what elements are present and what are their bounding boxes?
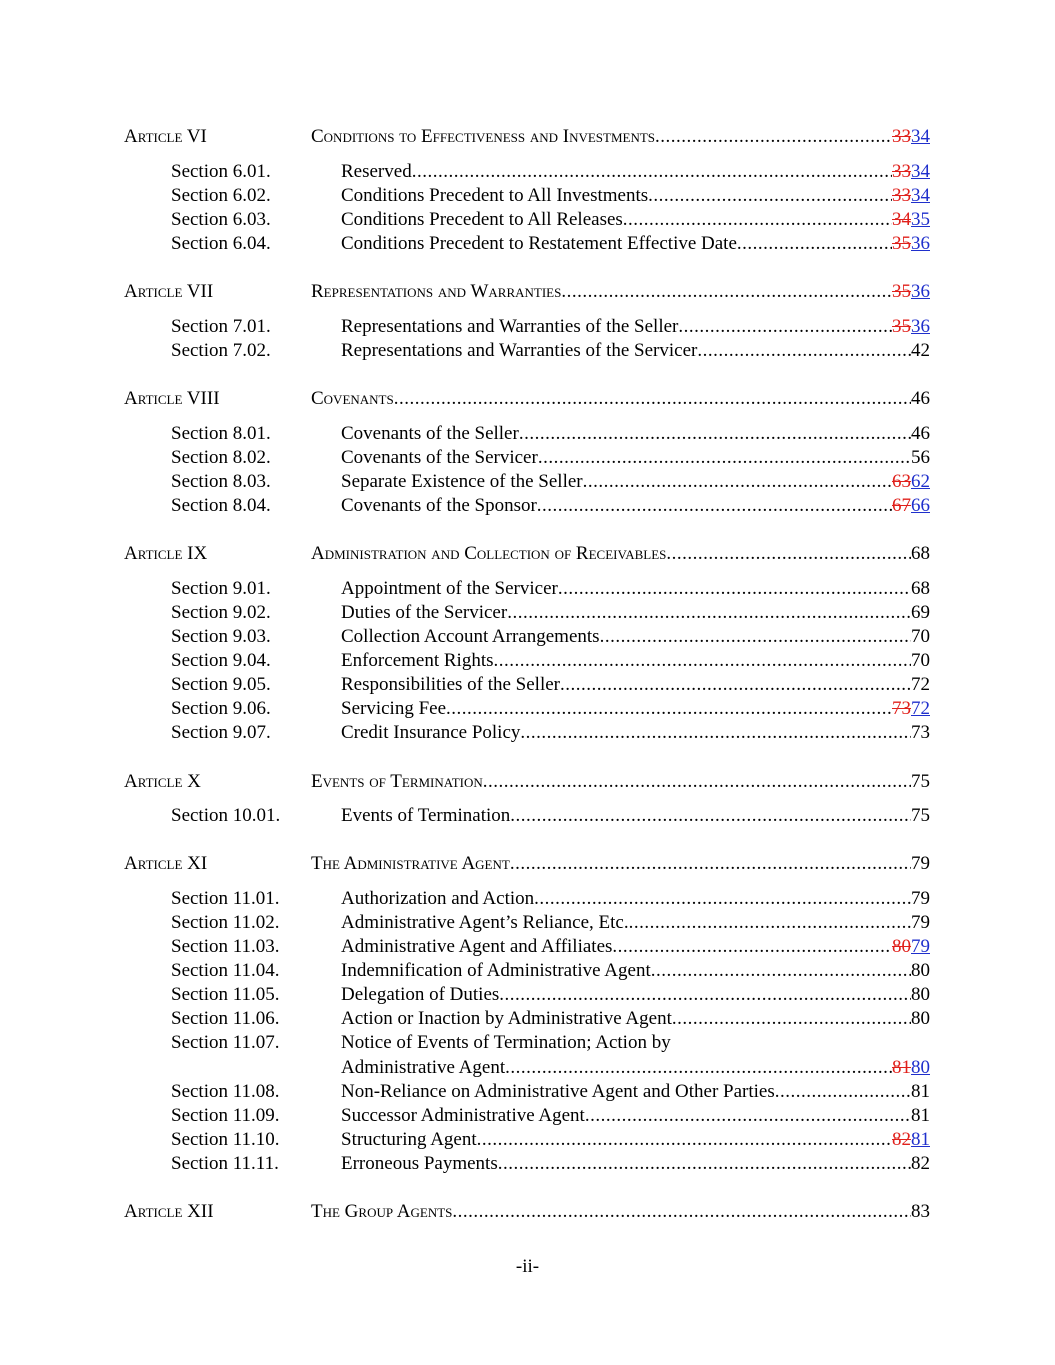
section-row[interactable] <box>0 1128 1055 1152</box>
dot-leader <box>520 721 911 745</box>
toc-entry <box>341 315 930 339</box>
deleted-page-number: 35 <box>892 232 911 254</box>
page-number <box>892 160 930 184</box>
page-number <box>911 673 930 697</box>
page-number-value: 42 <box>911 339 930 361</box>
section-label: Section 11.06. <box>171 1008 280 1030</box>
section-label: Section 11.01. <box>171 887 280 909</box>
section-title: Indemnification of Administrative Agent <box>341 960 651 982</box>
toc-entry <box>341 470 930 494</box>
section-title: Structuring Agent <box>341 1128 477 1150</box>
section-title: Authorization and Action <box>341 887 535 909</box>
article-label: Article XI <box>124 853 208 875</box>
section-row[interactable] <box>0 470 1055 494</box>
page-number-value: 73 <box>911 722 930 744</box>
page-number <box>911 577 930 601</box>
inserted-page-number-link[interactable]: 72 <box>911 698 930 720</box>
section-label: Section 11.09. <box>171 1104 280 1126</box>
dot-leader <box>775 1080 911 1104</box>
dot-leader <box>737 232 892 256</box>
dot-leader <box>655 125 892 149</box>
dot-leader <box>612 935 892 959</box>
section-label: Section 8.02. <box>171 446 271 468</box>
section-label: Section 8.04. <box>171 494 271 516</box>
section-title: Reserved <box>341 160 412 182</box>
toc-entry <box>341 1031 930 1055</box>
page-number-value: 80 <box>911 1008 930 1030</box>
section-row[interactable] <box>0 649 1055 673</box>
section-label: Section 6.01. <box>171 160 271 182</box>
toc-entry <box>341 494 930 518</box>
dot-leader <box>538 446 911 470</box>
section-title: Covenants of the Seller <box>341 422 519 444</box>
page-number-value: 80 <box>911 984 930 1006</box>
section-label: Section 11.07. <box>171 1032 280 1054</box>
section-label: Section 11.02. <box>171 911 280 933</box>
toc-entry <box>341 232 930 256</box>
section-label: Section 11.05. <box>171 984 280 1006</box>
toc-entry <box>341 721 930 745</box>
article-row[interactable] <box>0 387 1055 411</box>
inserted-page-number-link[interactable]: 80 <box>911 1056 930 1078</box>
section-row[interactable] <box>0 697 1055 721</box>
article-row[interactable] <box>0 770 1055 794</box>
article-label: Article IX <box>124 543 208 565</box>
page-number <box>911 911 930 935</box>
section-row[interactable] <box>0 601 1055 625</box>
inserted-page-number-link[interactable]: 62 <box>911 470 930 492</box>
dot-leader <box>537 494 892 518</box>
page-number <box>911 1080 930 1104</box>
toc-entry <box>341 959 930 983</box>
dot-leader <box>510 852 911 876</box>
section-row[interactable] <box>0 625 1055 649</box>
toc-entry <box>311 542 930 566</box>
toc-entry <box>341 625 930 649</box>
section-row[interactable] <box>0 184 1055 208</box>
toc-entry <box>311 1200 930 1224</box>
toc-entry <box>341 1152 930 1176</box>
deleted-page-number: 33 <box>892 160 911 182</box>
dot-leader <box>505 1056 892 1080</box>
section-label: Section 11.04. <box>171 960 280 982</box>
toc-entry <box>341 697 930 721</box>
page-number <box>892 125 930 149</box>
dot-leader <box>648 184 892 208</box>
dot-leader <box>510 804 911 828</box>
deleted-page-number: 80 <box>892 936 911 957</box>
dot-leader <box>483 770 911 794</box>
section-label: Section 8.01. <box>171 422 271 444</box>
page-number-value: 46 <box>911 422 930 444</box>
section-row[interactable] <box>0 887 1055 911</box>
section-row[interactable] <box>0 1007 1055 1031</box>
section-row[interactable] <box>0 804 1055 828</box>
page-number <box>892 1128 930 1152</box>
article-row[interactable] <box>0 852 1055 876</box>
section-row[interactable] <box>0 315 1055 339</box>
section-label: Section 9.05. <box>171 674 271 695</box>
dot-leader <box>629 911 911 935</box>
section-label: Section 11.03. <box>171 936 280 957</box>
toc-entry <box>341 208 930 232</box>
page-number-value: 56 <box>911 446 930 468</box>
section-title: Duties of the Servicer <box>341 601 508 623</box>
dot-leader <box>394 387 911 411</box>
page-number <box>911 1104 930 1128</box>
page-number <box>911 625 930 649</box>
page-number <box>911 542 930 566</box>
page-number-value: 81 <box>911 1080 930 1102</box>
dot-leader <box>651 959 911 983</box>
section-row[interactable] <box>0 721 1055 745</box>
section-title: Successor Administrative Agent <box>341 1104 585 1126</box>
article-title: Events of Termination <box>311 770 483 792</box>
section-title: Conditions Precedent to Restatement Effective Date <box>341 232 737 254</box>
article-title: Conditions to Effectiveness and Investments <box>311 126 656 147</box>
page-number <box>892 280 930 304</box>
dot-leader <box>666 542 911 566</box>
article-label: Article X <box>124 770 201 792</box>
page-number-value: 68 <box>911 577 930 599</box>
section-row[interactable] <box>0 494 1055 518</box>
page-number <box>892 494 930 518</box>
dot-leader <box>452 1200 911 1224</box>
toc-entry <box>311 125 930 149</box>
section-row[interactable] <box>0 935 1055 959</box>
section-title: Action or Inaction by Administrative Agent <box>341 1008 672 1030</box>
page-number <box>911 601 930 625</box>
toc-entry <box>341 184 930 208</box>
toc-entry <box>341 935 930 959</box>
section-label: Section 9.07. <box>171 722 271 744</box>
inserted-page-number-link[interactable]: 34 <box>911 160 930 182</box>
section-title: Separate Existence of the Seller <box>341 470 583 492</box>
page-number-value: 69 <box>911 601 930 623</box>
page-number <box>892 935 930 959</box>
section-title: Credit Insurance Policy <box>341 722 521 744</box>
inserted-page-number-link[interactable]: 36 <box>911 315 930 337</box>
article-row[interactable] <box>0 280 1055 304</box>
toc-entry <box>341 983 930 1007</box>
deleted-page-number: 63 <box>892 470 911 492</box>
inserted-page-number-link[interactable]: 34 <box>911 126 930 147</box>
toc-entry <box>341 1080 930 1104</box>
section-title: Notice of Events of Termination; Action by <box>341 1032 671 1054</box>
toc-entry <box>341 804 930 828</box>
page-number <box>911 1007 930 1031</box>
toc-entry <box>341 887 930 911</box>
article-label: Article VII <box>124 281 214 303</box>
section-row[interactable] <box>0 1080 1055 1104</box>
page-number <box>911 770 930 794</box>
section-title: Covenants of the Sponsor <box>341 494 537 516</box>
dot-leader <box>561 280 892 304</box>
article-label: Article VIII <box>124 388 220 409</box>
section-row[interactable] <box>0 339 1055 363</box>
page-number-value: 46 <box>911 388 930 409</box>
toc-entry <box>341 601 930 625</box>
toc-entry <box>341 1104 930 1128</box>
page-number <box>911 339 930 363</box>
page-number <box>892 232 930 256</box>
page-number <box>892 697 930 721</box>
section-row[interactable] <box>0 208 1055 232</box>
section-row[interactable] <box>0 577 1055 601</box>
article-row[interactable] <box>0 542 1055 566</box>
toc-entry <box>341 673 930 697</box>
inserted-page-number-link[interactable]: 35 <box>911 208 930 230</box>
section-row[interactable] <box>0 1056 1055 1080</box>
dot-leader <box>446 697 892 721</box>
article-row[interactable] <box>0 125 1055 149</box>
section-row[interactable] <box>0 160 1055 184</box>
page-number <box>911 852 930 876</box>
page-number <box>911 446 930 470</box>
page-number-value: 75 <box>911 770 930 792</box>
toc-entry <box>341 422 930 446</box>
toc-entry <box>311 770 930 794</box>
page-number <box>911 387 930 411</box>
page-number <box>911 649 930 673</box>
page-number <box>911 422 930 446</box>
section-label: Section 11.08. <box>171 1080 280 1102</box>
section-label: Section 11.10. <box>171 1128 280 1150</box>
page-number <box>892 208 930 232</box>
article-title: Administration and Collection of Receivables <box>311 543 667 565</box>
toc-entry <box>341 649 930 673</box>
toc-entry <box>311 280 930 304</box>
section-row[interactable] <box>0 673 1055 697</box>
page-number <box>892 470 930 494</box>
section-label: Section 9.01. <box>171 577 271 599</box>
inserted-page-number-link[interactable]: 34 <box>911 184 930 206</box>
deleted-page-number: 82 <box>892 1128 911 1150</box>
toc-entry <box>341 577 930 601</box>
page-number-value: 75 <box>911 805 930 826</box>
page-number-value: 82 <box>911 1152 930 1174</box>
page-number-value: 80 <box>911 960 930 982</box>
dot-leader <box>558 577 911 601</box>
section-row[interactable] <box>0 422 1055 446</box>
section-label: Section 8.03. <box>171 470 271 492</box>
inserted-page-number-link[interactable]: 81 <box>911 1128 930 1150</box>
section-title: Administrative Agent and Affiliates <box>341 936 613 957</box>
article-title: The Administrative Agent <box>311 853 510 875</box>
deleted-page-number: 33 <box>892 126 911 147</box>
section-title: Erroneous Payments <box>341 1152 498 1174</box>
deleted-page-number: 34 <box>892 208 911 230</box>
page-number <box>911 804 930 828</box>
section-row[interactable] <box>0 1152 1055 1176</box>
dot-leader <box>412 160 892 184</box>
section-title: Conditions Precedent to All Investments <box>341 184 649 206</box>
page-number <box>892 315 930 339</box>
deleted-page-number: 35 <box>892 315 911 337</box>
section-label: Section 11.11. <box>171 1152 279 1174</box>
section-title: Delegation of Duties <box>341 984 500 1006</box>
article-label: Article XII <box>124 1201 214 1223</box>
section-label: Section 10.01. <box>171 805 281 826</box>
article-title: Representations and Warranties <box>311 281 562 303</box>
deleted-page-number: 35 <box>892 281 911 303</box>
inserted-page-number-link[interactable]: 36 <box>911 232 930 254</box>
article-title: The Group Agents <box>311 1201 453 1223</box>
section-label: Section 6.02. <box>171 184 271 206</box>
dot-leader <box>560 673 911 697</box>
section-title: Administrative Agent’s Reliance, Etc. <box>341 911 629 933</box>
section-label: Section 9.03. <box>171 625 271 647</box>
section-title: Representations and Warranties of the Seller <box>341 315 679 337</box>
page-number-value: 70 <box>911 649 930 671</box>
page-number-value: 79 <box>911 887 930 909</box>
section-title: Events of Termination <box>341 805 511 826</box>
section-row[interactable] <box>0 983 1055 1007</box>
page-number-footer: -ii- <box>515 1256 540 1277</box>
section-title: Representations and Warranties of the Servicer <box>341 339 698 361</box>
section-label: Section 7.02. <box>171 339 271 361</box>
page-number <box>911 1152 930 1176</box>
page-number-value: 72 <box>911 674 930 695</box>
page-number-value: 83 <box>911 1201 930 1223</box>
page-number-value: 81 <box>911 1104 930 1126</box>
page-number-value: 68 <box>911 543 930 565</box>
dot-leader <box>494 649 912 673</box>
dot-leader <box>519 422 911 446</box>
article-title: Covenants <box>311 388 394 409</box>
section-title: Covenants of the Servicer <box>341 446 538 468</box>
section-row[interactable] <box>0 446 1055 470</box>
section-title: Administrative Agent <box>341 1056 506 1078</box>
toc-entry <box>341 446 930 470</box>
toc-entry <box>311 387 930 411</box>
page-number-value: 79 <box>911 911 930 933</box>
section-label: Section 9.04. <box>171 649 271 671</box>
inserted-page-number-link[interactable]: 36 <box>911 281 930 303</box>
toc-entry <box>311 852 930 876</box>
deleted-page-number: 73 <box>892 698 911 720</box>
dot-leader <box>477 1128 892 1152</box>
toc-entry <box>341 1007 930 1031</box>
dot-leader <box>678 315 892 339</box>
section-title: Servicing Fee <box>341 698 447 720</box>
section-row[interactable] <box>0 911 1055 935</box>
page-number-value: 70 <box>911 625 930 647</box>
dot-leader <box>600 625 911 649</box>
section-row[interactable] <box>0 1104 1055 1128</box>
section-label: Section 7.01. <box>171 315 271 337</box>
dot-leader <box>498 1152 911 1176</box>
inserted-page-number-link[interactable]: 79 <box>911 936 930 957</box>
dot-leader <box>623 208 892 232</box>
section-row[interactable] <box>0 1031 1055 1055</box>
section-label: Section 9.02. <box>171 601 271 623</box>
page-number <box>911 1200 930 1224</box>
dot-leader <box>585 1104 911 1128</box>
toc-entry <box>341 339 930 363</box>
deleted-page-number: 81 <box>892 1056 911 1078</box>
page-number <box>911 983 930 1007</box>
dot-leader <box>583 470 892 494</box>
section-row[interactable] <box>0 959 1055 983</box>
inserted-page-number-link[interactable]: 66 <box>911 494 930 516</box>
article-row[interactable] <box>0 1200 1055 1224</box>
section-title: Enforcement Rights <box>341 649 494 671</box>
dot-leader <box>507 601 911 625</box>
dot-leader <box>697 339 911 363</box>
section-label: Section 9.06. <box>171 698 271 720</box>
toc-entry <box>341 160 930 184</box>
section-title: Collection Account Arrangements <box>341 625 600 647</box>
section-title: Non-Reliance on Administrative Agent and Other Parties <box>341 1080 775 1102</box>
article-label: Article VI <box>124 126 207 147</box>
page-number <box>892 1056 930 1080</box>
toc-entry <box>341 1056 930 1080</box>
section-label: Section 6.04. <box>171 232 271 254</box>
section-title: Conditions Precedent to All Releases <box>341 208 623 230</box>
page-number <box>911 887 930 911</box>
section-label: Section 6.03. <box>171 208 271 230</box>
page-number <box>911 721 930 745</box>
dot-leader <box>499 983 911 1007</box>
section-title: Responsibilities of the Seller <box>341 674 561 695</box>
section-row[interactable] <box>0 232 1055 256</box>
deleted-page-number: 33 <box>892 184 911 206</box>
section-title: Appointment of the Servicer <box>341 577 558 599</box>
page-number <box>892 184 930 208</box>
page-number-value: 79 <box>911 853 930 875</box>
page-number <box>911 959 930 983</box>
deleted-page-number: 67 <box>892 494 911 516</box>
toc-entry <box>341 1128 930 1152</box>
toc-entry <box>341 911 930 935</box>
dot-leader <box>534 887 911 911</box>
dot-leader <box>672 1007 911 1031</box>
